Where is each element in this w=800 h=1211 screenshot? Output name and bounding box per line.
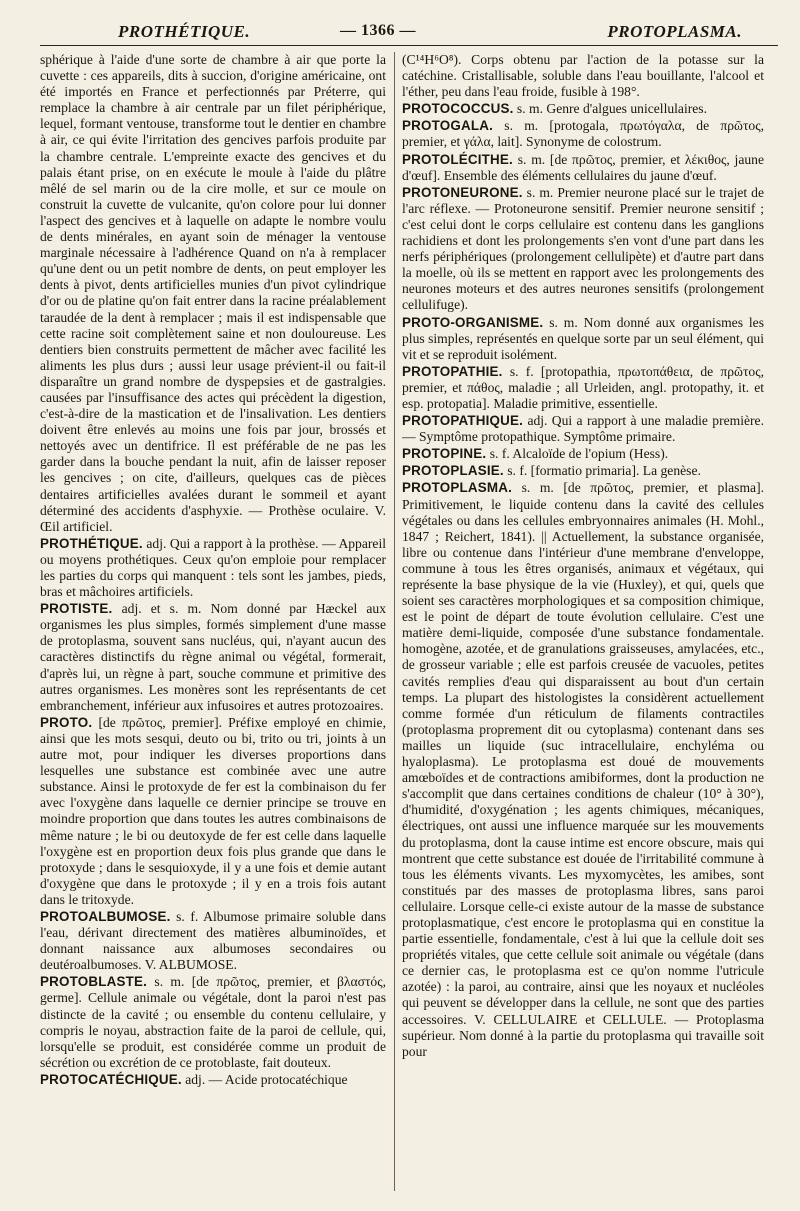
entry-headword: PROTOPLASMA. [402,480,513,496]
entry-protoplasma [402,480,764,1059]
entry-text: s. m. Premier neurone placé sur le trajet de l'arc réflexe. — Protoneurone sensitif. Premier neurone sensitif ; c'est celui dont le corps cellulaire est contenu dans les ganglions rachidiens et dont les prolongements s'en vont d'une part dans les nerfs périphériques (prolongement cellulipète) et d'autre part dans la moelle, où ils se mettent en rapport avec les prolongements des neurones moteurs et des autres neurones sensitifs (prolongement cellulifuge). [402,184,764,313]
entry-protoneurone [402,185,764,314]
entry-text: (C¹⁴H⁶O⁸). Corps obtenu par l'action de la potasse sur la catéchine. Cristallisable, soluble dans l'eau bouillante, l'alcool et l'éther, peu dans l'eau froide, fusible à 198°. [402,52,764,100]
entry-headword: PROTO-ORGANISME. [402,314,544,330]
entry-protocatechique [40,1072,386,1088]
entry-text: adj. — Acide protocatéchique [181,1071,348,1087]
entry-text: adj. Qui a rapport à une maladie première. — Symptôme protopathique. Symptôme primaire. [402,413,764,445]
entry-continuation [40,52,386,535]
entry-headword: PROTOGALA. [402,118,494,134]
entry-headword: PROTOPATHIQUE. [402,413,524,429]
entry-protopine [402,446,764,462]
entry-headword: PROTOALBUMOSE. [40,908,171,924]
entry-headword: PROTISTE. [40,601,113,617]
entry-text: s. f. Alcaloïde de l'opium (Hess). [486,446,669,462]
running-head-left: PROTHÉTIQUE. [118,22,251,41]
entry-text: s. m. [de πρῶτος, premier, et λέκιθος, jaune d'œuf]. Ensemble des éléments cellulaires du jaune d'œuf. [402,151,764,183]
entry-text: [de πρῶτος, premier]. Préfixe employé en chimie, ainsi que les mots sesqui, deuto ou bi, trito ou tri, joints à un autre mot, pour indiquer les diverses proportions dans lesquelles une substance est combinée avec une autre substance. Ainsi le protoxyde de fer est la combinaison du fer avec l'oxygène dans laquelle ce dernier principe se trouve en moindre proportion que dans toutes les autres combinaisons de même nature ; le bi ou deutoxyde de fer est celle dans laquelle l'oxygène est en proportion deux fois plus grande que dans le protoxyde ; dans le sesquioxyde, il y a une fois et demie autant d'oxygène que dans le protoxyde ; il y en a trois fois autant dans le tritoxyde. [40,714,386,907]
entry-text: s. f. Albumose primaire soluble dans l'eau, dérivant directement des matières albuminoïdes, et donnant naissance aux albumoses secondaires ou deutéroalbumoses. V. ALBUMOSE. [40,908,386,973]
left-column [40,52,386,1197]
entry-headword: PROTOLÉCITHE. [402,151,513,167]
right-column [402,52,764,1197]
running-head [40,18,782,44]
entry-text: s. f. [formatio primaria]. La genèse. [503,463,701,479]
entry-protoplasie [402,463,764,479]
running-head-right: PROTOPLASMA. [607,22,742,41]
entry-protopathique [402,413,764,445]
entry-proto [40,715,386,908]
entry-text: s. f. [protopathia, πρωτοπάθεια, de πρῶτος, premier, et πάθος, maladie ; all Urleiden, angl. protopathy, it. et esp. protopatia]. Maladie primitive, essentielle. [402,363,764,411]
entry-text: s. m. Genre d'algues unicellulaires. [513,101,707,117]
entry-headword: PROTO. [40,714,93,730]
entry-headword: PROTOPLASIE. [402,463,504,479]
page-number: — 1366 — [340,22,416,39]
entry-prothetique [40,536,386,600]
entry-text: s. m. Nom donné aux organismes les plus simples, représentés en quelque sorte par un seul élément, qui vit et se reproduit isolément. [402,314,764,362]
entry-protoalbumose [40,909,386,973]
entry-headword: PROTOCOCCUS. [402,101,514,117]
entry-text: adj. Qui a rapport à la prothèse. — Appareil ou moyens prothétiques. Ceux qu'on emploie pour remplacer les parties du corps qui manquent : tels sont les jambes, pieds, bras et mâchoires artificiels. [40,535,386,600]
entry-headword: PROTOPATHIE. [402,363,503,379]
entry-text: adj. et s. m. Nom donné par Hæckel aux organismes les plus simples, formés simplement d'une masse de protoplasma, souvent sans nucléus, qui, n'ayant aucun des caractères distinctifs du règne animal ou végétal, formerait, d'après lui, un règne à part, souche commune et primitive des autres organismes. Les monères sont les représentants de cet embranchement, inférieur aux infusoires et autres protozoaires. [40,601,386,713]
entry-text: sphérique à l'aide d'une sorte de chambre à air que porte la cuvette : ces appareils, dits à succion, d'origine américaine, ont été importés en France et perfectionnés par Préterre, qui remplace la chambre à air centrale par un filet périphérique, lequel, formant ventouse, transforme tout le dentier en chambre à air, ce qui évite l'irritation des gencives parfois produite par la chambre centrale. L'empreinte exacte des gencives et du palais étant prise, on en exécute le moule à l'aide du plâtre mêlé de sel marin ou de la cire molle, et sur ce moule on construit la cuvette de vulcanite, qu'on colore pour lui donner l'aspect des gencives et à laquelle on adapte le nombre voulu de dents minérales, en ayant soin de ménager la ventouse marginale nécessaire à l'adhérence Quand on n'a à remplacer qu'une dent ou un petit nombre de dents, on peut employer les dents à pivot, dents artificielles munies d'un pivot cylindrique d'or ou de platine qu'on fait entrer dans la racine préalablement taraudée de la dent à remplacer ; mais il est indispensable que cette racine soit complètement saine et non douloureuse. Les dentiers bien construits permettent de mâcher avec facilité les aliments les plus durs ; aussi leur usage prévient-il ou fait-il disparaître un grand nombre de dyspepsies et de gastralgies. causées par l'insuffisance des actes qui précèdent la digestion, c'est-à-dire de la mastication et de l'insalivation. Les dentiers doivent être enlevés au moins une fois par jour, brossés et nettoyés avec un dentifrice. Il est préférable de ne pas les garder dans la bouche pendant la nuit, afin de laisser reposer les gencives ; on cite, d'ailleurs, quelques cas de pièces dentaires artificielles avalées durant le sommeil et ayant déterminé des accidents d'asphyxie. — Prothèse oculaire. V. Œil artificiel. [40,52,386,534]
entry-continuation [402,52,764,100]
entry-proto-organisme [402,315,764,363]
column-divider [394,52,395,1191]
entry-headword: PROTOCATÉCHIQUE. [40,1071,182,1087]
entry-protolecithe [402,152,764,184]
entry-headword: PROTONEURONE. [402,184,523,200]
entry-protoblaste [40,974,386,1071]
entry-text: s. m. [de πρῶτος, premier, et βλαστός, germe]. Cellule animale ou végétale, dont la paroi n'est pas distincte de la cavité ; ou ensemble du contenu cellulaire, y compris le noyau, abstraction faite de la paroi de cellule, qui, lorsqu'elle se produit, est considérée comme un produit de sécrétion ou excrétion de ce protoblaste, fait douteux. [40,974,386,1070]
entry-protococcus [402,101,764,117]
entry-text: s. m. [de πρῶτος, premier, et plasma]. Primitivement, le liquide contenu dans la cavité des cellules végétales ou dans les cellules embryonnaires animales (H. Mohl., 1847 ; Reichert, 1841). || Actuellement, la substance organisée, libre ou contenue dans l'intérieur d'une membrane d'enveloppe, commune à tous les êtres organisés, animaux et végétaux, qui représente la base physique de la vie (Huxley), et qui, quels que soient ses caractères morphologiques et sa composition chimique, est le point de départ de toute évolution cellulaire. C'est une matière demi-liquide, composée d'une substance fondamentale. homogène, azotée, et de granulations graisseuses, amylacées, etc., de grosseur variable ; elle est parfois creusée de vacuoles, petites cavités remplies d'eau qui disparaissent au bout d'un certain temps. La plupart des histologistes la considèrent actuellement comme formée d'un réticulum de filaments contractiles (protoplasma proprement dit ou cytoplasma) contenant dans ses mailles un liquide (suc intracellulaire, enchyléma ou hyaloplasma). Le protoplasma est doué de mouvements amœboïdes et de contractions amibiformes, dont la production ne s'accomplit que dans certaines conditions de chaleur (10° à 30°), d'humidité, d'oxygénation ; les agents chimiques, mécaniques, électriques, ont aussi une influence marquée sur les mouvements du protoplasma, dont la cause intime est encore obscure, mais qui montrent que cette substance est douée de l'irritabilité commune à tous les éléments vivants. Les myxomycètes, les amibes, sont constitués par des masses de protoplasma libres, sans paroi cellulaire. Lorsque celle-ci existe autour de la masse de substance protoplasmatique, c'est encore le protoplasma qui en constitue la partie essentielle, fondamentale, c'est à lui que la cellule doit ses propriétés vitales, que cette cellule soit animale ou végétale (dans ce dernier cas, le protoplasma est ce qu'on nomme l'utricule azotée) : la paroi, au contraire, ainsi que les noyaux et nucléoles qui peuvent se développer dans la cellule, ne sont que des parties accessoires. V. CELLULAIRE et CELLULE. — Protoplasma supérieur. Nom donné à la partie du protoplasma qui travaille soit pour [402,480,764,1059]
entry-protiste [40,601,386,714]
entry-text: s. m. [protogala, πρωτόγαλα, de πρῶτος, premier, et γάλα, lait]. Synonyme de colostrum. [402,118,764,150]
entry-headword: PROTHÉTIQUE. [40,535,143,551]
entry-headword: PROTOBLASTE. [40,974,148,990]
entry-protogala [402,118,764,150]
header-rule [40,45,778,46]
entry-protopathie [402,364,764,412]
entry-headword: PROTOPINE. [402,446,487,462]
